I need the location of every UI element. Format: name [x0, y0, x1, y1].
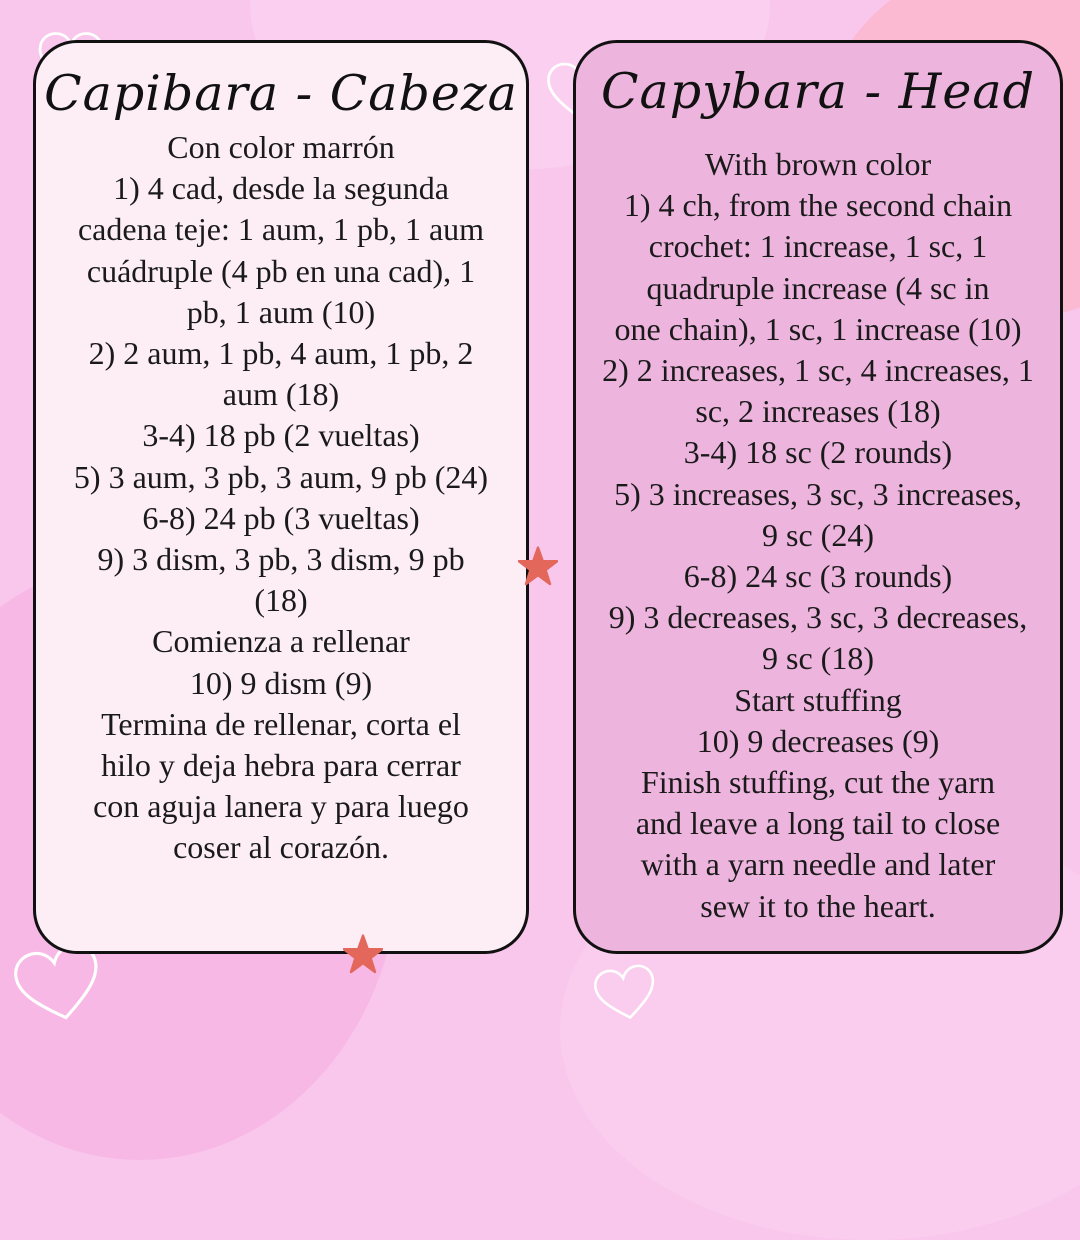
pattern-line: 10) 9 dism (9): [189, 664, 373, 701]
pattern-line: hilo y deja hebra para cerrar: [101, 747, 461, 784]
pattern-line: 10) 9 decreases (9): [696, 722, 940, 759]
pattern-line: 9 sc (24): [762, 516, 874, 553]
pattern-line: 1) 4 ch, from the second chain: [623, 187, 1013, 224]
heart-outline-icon: [586, 959, 667, 1029]
card-title: Capibara - Cabeza: [44, 65, 518, 122]
pattern-line: 3-4) 18 pb (2 vueltas): [142, 417, 420, 454]
pattern-text: [50, 127, 512, 869]
star-icon: [343, 934, 383, 974]
pattern-line: and leave a long tail to close: [635, 805, 1001, 842]
pattern-line: sc, 2 increases (18): [695, 393, 941, 430]
pattern-line: aum (18): [222, 376, 340, 413]
pattern-line: (18): [254, 582, 308, 619]
pattern-line: cuádruple (4 pb en una cad), 1: [86, 252, 476, 289]
pattern-line: 2) 2 increases, 1 sc, 4 increases, 1: [602, 352, 1034, 389]
pattern-line: cadena teje: 1 aum, 1 pb, 1 aum: [77, 211, 485, 248]
pattern-line: 3-4) 18 sc (2 rounds): [683, 434, 953, 471]
pattern-line: Comienza a rellenar: [152, 623, 410, 660]
pattern-line: 5) 3 aum, 3 pb, 3 aum, 9 pb (24): [73, 458, 489, 495]
pattern-text: [590, 144, 1046, 927]
card-title: Capybara - Head: [601, 63, 1035, 120]
pattern-line: coser al corazón.: [173, 829, 389, 866]
pattern-line: sew it to the heart.: [700, 887, 936, 924]
pattern-line: con aguja lanera y para luego: [93, 788, 469, 825]
pattern-line: 6-8) 24 sc (3 rounds): [683, 558, 953, 595]
spanish-pattern-card: [33, 40, 529, 954]
star-icon: [518, 546, 558, 586]
pattern-line: Con color marrón: [167, 129, 395, 165]
pattern-line: quadruple increase (4 sc in: [646, 269, 990, 306]
pattern-line: With brown color: [704, 146, 932, 182]
pattern-line: Start stuffing: [734, 681, 902, 718]
pattern-line: with a yarn needle and later: [640, 846, 996, 883]
pattern-line: crochet: 1 increase, 1 sc, 1: [648, 228, 988, 265]
pattern-line: pb, 1 aum (10): [186, 293, 376, 330]
pattern-line: Finish stuffing, cut the yarn: [640, 764, 996, 801]
pattern-line: 9) 3 dism, 3 pb, 3 dism, 9 pb: [97, 541, 465, 578]
pattern-line: one chain), 1 sc, 1 increase (10): [614, 310, 1022, 347]
pattern-line: 1) 4 cad, desde la segunda: [113, 170, 449, 207]
pattern-line: 2) 2 aum, 1 pb, 4 aum, 1 pb, 2: [88, 335, 474, 372]
pattern-line: 9) 3 decreases, 3 sc, 3 decreases,: [608, 599, 1028, 636]
pattern-line: Termina de rellenar, corta el: [101, 705, 461, 742]
english-pattern-card: [573, 40, 1063, 954]
pattern-line: 6-8) 24 pb (3 vueltas): [142, 499, 420, 536]
pattern-line: 5) 3 increases, 3 sc, 3 increases,: [614, 475, 1022, 512]
pattern-line: 9 sc (18): [762, 640, 874, 677]
